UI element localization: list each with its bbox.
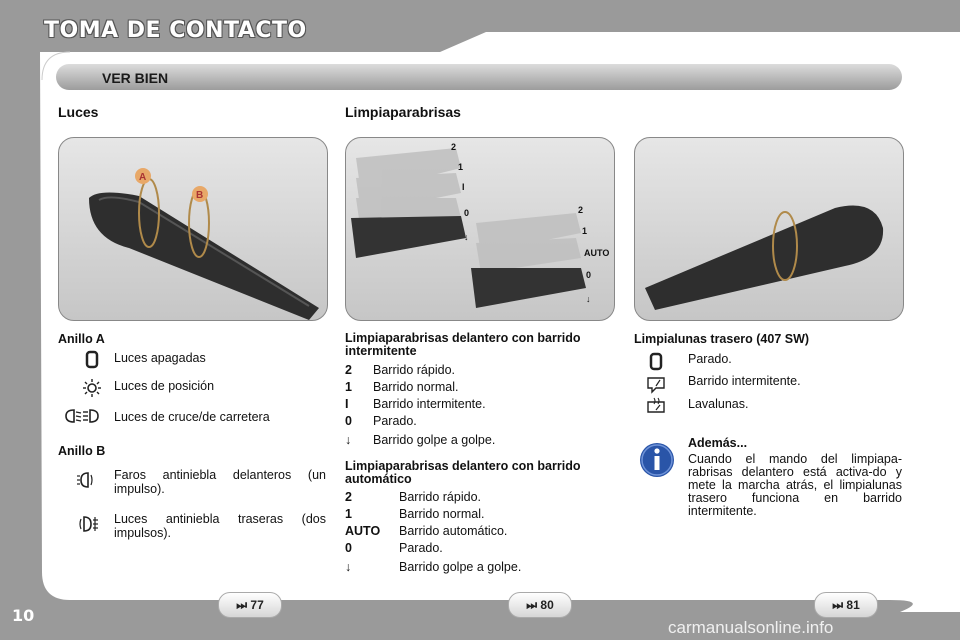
automatico-text-0: Barrido rápido. <box>399 490 481 504</box>
ring-b-item-0: Faros antiniebla delanteros (un impulso). <box>114 468 326 496</box>
intermitente-title: Limpiaparabrisas delantero con barrido intermitente <box>345 331 581 358</box>
page-title: TOMA DE CONTACTO <box>44 18 307 43</box>
ring-a-item-0: Luces apagadas <box>114 351 206 365</box>
light-stalk-photo <box>58 137 328 321</box>
intermitente-key-4: ↓ <box>345 433 352 447</box>
svg-text:↓: ↓ <box>586 294 591 304</box>
ring-a-item-1: Luces de posición <box>114 379 215 393</box>
automatico-key-2: AUTO <box>345 524 381 538</box>
intermitente-key-0: 2 <box>345 363 352 377</box>
page-ref-81-label: 81 <box>846 598 860 612</box>
rear-wiper-intermittent-icon <box>644 374 668 394</box>
low-high-beam-icon <box>62 406 102 426</box>
page-ref-80-label: 80 <box>540 598 554 612</box>
page-ref-77[interactable] <box>218 592 282 618</box>
svg-text:↓: ↓ <box>464 232 469 242</box>
page-ref-80[interactable] <box>508 592 572 618</box>
rear-washer-icon <box>644 396 668 416</box>
page-ref-77-label: 77 <box>250 598 264 612</box>
ring-a-item-2: Luces de cruce/de carretera <box>114 410 270 424</box>
svg-text:0: 0 <box>586 270 592 280</box>
rear-fog-icon <box>76 514 100 534</box>
automatico-title: Limpiaparabrisas delantero con barrido automático <box>345 459 581 486</box>
svg-text:1: 1 <box>458 162 464 172</box>
intermitente-key-1: 1 <box>345 380 352 394</box>
ring-b-title: Anillo B <box>58 444 106 458</box>
front-wiper-photo <box>345 137 615 321</box>
trasero-item-1: Barrido intermitente. <box>688 374 801 388</box>
intermitente-key-2: I <box>345 397 349 411</box>
ref-arrow-icon: ⏭ <box>832 598 847 612</box>
svg-text:I: I <box>462 182 465 192</box>
automatico-text-1: Barrido normal. <box>399 507 485 521</box>
page-ref-81[interactable] <box>814 592 878 618</box>
watermark: carmanualsonline.info <box>668 618 834 637</box>
automatico-key-0: 2 <box>345 490 352 504</box>
intermitente-text-1: Barrido normal. <box>373 380 459 394</box>
info-icon <box>638 440 676 480</box>
trasero-item-2: Lavalunas. <box>688 397 749 411</box>
intermitente-text-4: Barrido golpe a golpe. <box>373 433 496 447</box>
rear-wiper-photo <box>634 137 904 321</box>
ring-b-label: B <box>196 190 204 201</box>
ademas-text: Cuando el mando del limpiapa-rabrisas delantero está activa-do y mete la marcha atrás, el limpialunas trasero funciona en barrido intermitente. <box>688 452 902 518</box>
svg-text:0: 0 <box>464 208 470 218</box>
ring-b-item-1: Luces antiniebla traseras (dos impulsos). <box>114 512 326 540</box>
ring-a-title: Anillo A <box>58 332 105 346</box>
ring-a-label: A <box>139 172 147 183</box>
trasero-item-0: Parado. <box>688 352 732 366</box>
svg-text:2: 2 <box>578 205 584 215</box>
section-banner <box>56 64 902 90</box>
automatico-key-4: ↓ <box>345 560 352 574</box>
intermitente-text-0: Barrido rápido. <box>373 363 455 377</box>
luces-heading: Luces <box>58 104 99 120</box>
intermitente-text-3: Parado. <box>373 414 417 428</box>
limpiaparabrisas-heading: Limpiaparabrisas <box>345 104 461 120</box>
automatico-key-1: 1 <box>345 507 352 521</box>
svg-text:1: 1 <box>582 226 588 236</box>
ademas-title: Además... <box>688 436 748 450</box>
svg-text:2: 2 <box>451 142 457 152</box>
ref-arrow-icon: ⏭ <box>526 598 541 612</box>
ref-arrow-icon: ⏭ <box>236 598 251 612</box>
svg-text:AUTO: AUTO <box>584 248 610 258</box>
lights-off-icon <box>80 350 104 370</box>
automatico-text-3: Parado. <box>399 541 443 555</box>
automatico-text-4: Barrido golpe a golpe. <box>399 560 522 574</box>
page-number: 10 <box>12 606 35 625</box>
automatico-text-2: Barrido automático. <box>399 524 508 538</box>
rear-wiper-off-icon <box>644 352 668 372</box>
section-title: VER BIEN <box>102 70 169 86</box>
trasero-title: Limpialunas trasero (407 SW) <box>634 332 810 346</box>
intermitente-key-3: 0 <box>345 414 352 428</box>
position-lights-icon <box>80 378 104 398</box>
intermitente-text-2: Barrido intermitente. <box>373 397 486 411</box>
front-fog-icon <box>76 470 100 490</box>
automatico-key-3: 0 <box>345 541 352 555</box>
